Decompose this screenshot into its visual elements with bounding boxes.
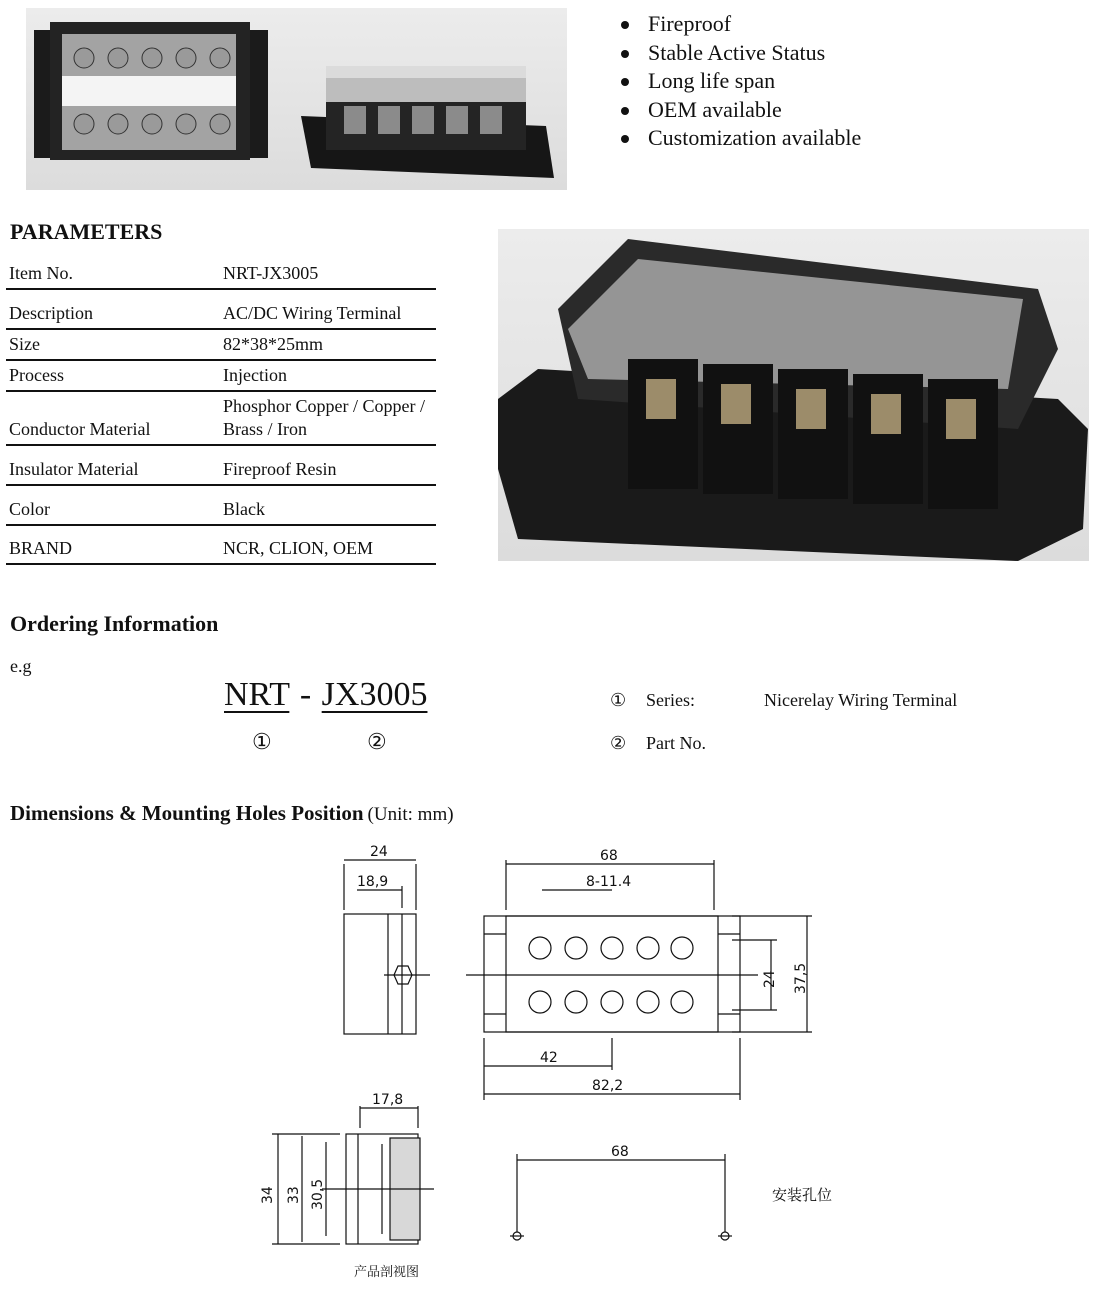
mount-caption: 安装孔位: [772, 1186, 833, 1204]
product-photo-pair: [26, 8, 567, 190]
dim-mount-span: 68: [611, 1144, 629, 1160]
order-code-series: NRT: [224, 676, 290, 713]
bullet-icon: [621, 50, 629, 58]
dim-top-height-outer: 37,5: [793, 962, 809, 994]
order-legend-row: [610, 690, 626, 711]
legend-key: Series:: [646, 690, 695, 710]
terminal-blocks-illustration: [26, 8, 567, 190]
top-view: [466, 860, 812, 1100]
bullet-icon: [621, 107, 629, 115]
order-code-separator: -: [299, 676, 312, 713]
dim-top-height-inner: 24: [762, 970, 778, 988]
table-row: Size 82*38*25mm: [6, 329, 436, 360]
dim-top-span: 68: [600, 848, 618, 864]
legend-marker: ①: [610, 690, 627, 710]
dim-side-inner: 18,9: [357, 874, 389, 890]
dim-side-width: 24: [370, 844, 388, 860]
parameters-heading: PARAMETERS: [10, 219, 163, 244]
example-label: e.g: [10, 656, 32, 676]
order-code-part: JX3005: [321, 676, 428, 713]
table-row: Conductor Material Phosphor Copper / Copper / Brass / Iron: [6, 391, 436, 445]
dimensions-heading-unit: (Unit: mm): [367, 804, 454, 825]
dim-section-h2: 33: [286, 1186, 302, 1204]
dim-section-width: 17,8: [372, 1092, 404, 1108]
feature-item: Customization available: [618, 124, 861, 153]
table-row: Description AC/DC Wiring Terminal: [6, 289, 436, 329]
table-row: BRAND NCR, CLION, OEM: [6, 525, 436, 564]
ordering-heading: Ordering Information: [10, 611, 219, 636]
dim-section-h1: 34: [260, 1186, 276, 1204]
section-view: [272, 1106, 434, 1244]
screw-row-top: [529, 937, 693, 959]
terminal-block-illustration: [498, 229, 1089, 561]
mount-view: [510, 1154, 732, 1240]
section-caption: 产品剖视图: [354, 1265, 420, 1280]
bullet-icon: [621, 135, 629, 143]
parameters-table: [6, 258, 436, 565]
feature-list: [618, 10, 861, 153]
order-code: [224, 676, 427, 714]
feature-item: OEM available: [618, 96, 861, 125]
feature-item: Stable Active Status: [618, 39, 861, 68]
dim-section-h3: 30,5: [310, 1178, 326, 1210]
order-marker-1: ①: [252, 729, 272, 754]
dimensions-heading: [10, 801, 454, 826]
order-legend-row: [610, 733, 626, 754]
dimension-drawing: [260, 838, 833, 1288]
feature-item: Fireproof: [618, 10, 861, 39]
screw-row-bottom: [529, 991, 693, 1013]
bullet-icon: [621, 78, 629, 86]
dimensions-heading-title: Dimensions & Mounting Holes Position: [10, 801, 364, 825]
feature-item: Long life span: [618, 67, 861, 96]
table-row: Color Black: [6, 485, 436, 525]
product-photo-large: [498, 229, 1089, 561]
legend-marker: ②: [610, 733, 627, 753]
table-row: Item No. NRT-JX3005: [6, 258, 436, 289]
legend-value: Nicerelay Wiring Terminal: [764, 690, 958, 710]
dim-top-length: 82,2: [592, 1078, 624, 1094]
order-marker-2: ②: [367, 729, 387, 754]
dim-top-pitch: 8-11.4: [586, 874, 632, 890]
bullet-icon: [621, 21, 629, 29]
table-row: Process Injection: [6, 360, 436, 391]
legend-key: Part No.: [646, 733, 706, 753]
table-row: Insulator Material Fireproof Resin: [6, 445, 436, 485]
dim-top-offset: 42: [540, 1050, 558, 1066]
